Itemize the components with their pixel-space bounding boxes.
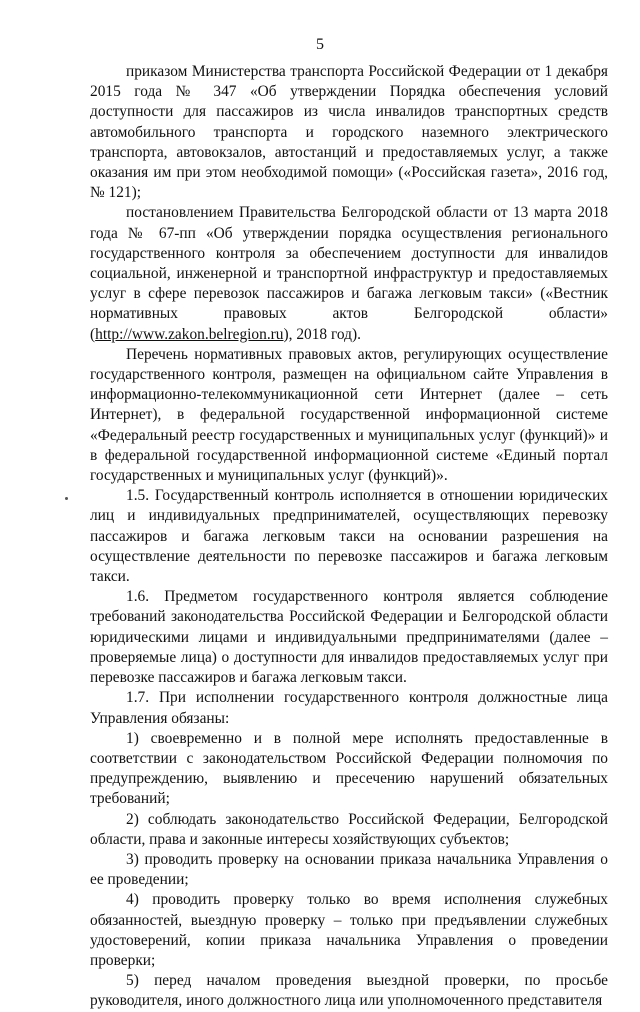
document-body bbox=[90, 62, 608, 1012]
list-item-5: 5) перед началом проведения выездной проверки, по просьбе руководителя, иного должностного лица или уполномоченного представителя bbox=[90, 972, 608, 1010]
paragraph-1-7: 1.7. При исполнении государственного контроля должностные лица Управления обязаны: bbox=[90, 689, 608, 727]
paragraph-resolution-tail: ), 2018 год). bbox=[283, 325, 361, 343]
paragraph-resolution-67pp bbox=[90, 203, 608, 344]
paragraph-acts-list: Перечень нормативных правовых актов, регулирующих осуществление государственного контроля, размещен на официальном сайте Управления в информационно-телекоммуникационной сети Интернет (далее – сеть Интернет), в федеральной государственной информационной системе «Федеральный реестр государственных и муниципальных услуг (функций)» и в федеральной государственной информационной системе «Единый портал государственных и муниципальных услуг (функций)». bbox=[90, 345, 608, 485]
list-item-1: 1) своевременно и в полной мере исполнять предоставленные в соответствии с законодательством Российской Федерации полномочия по предупреждению, выявлению и пресечению нарушений обязательных требований; bbox=[90, 729, 608, 808]
paragraph-resolution-text: постановлением Правительства Белгородской области от 13 марта 2018 года № 67-пп «Об утверждении порядка осуществления регионального государственного контроля за обеспечением доступности для инвалидов социальной, инженерной и транспортной инфраструктур и предоставляемых услуг в сфере перевозок пассажиров и багажа легковым такси» («Вестник нормативных правовых актов Белгородской области» ( bbox=[90, 204, 608, 343]
list-item-2: 2) соблюдать законодательство Российской Федерации, Белгородской области, права и законные интересы хозяйствующих субъектов; bbox=[90, 810, 608, 848]
list-item-4: 4) проводить проверку только во время исполнения служебных обязанностей, выездную проверку – только при предъявлении служебных удостоверений, копии приказа начальника Управления о проведении проверки; bbox=[90, 891, 608, 969]
list-item-3: 3) проводить проверку на основании приказа начальника Управления о ее проведении; bbox=[90, 850, 608, 889]
paragraph-1-5: 1.5. Государственный контроль исполняется в отношении юридических лиц и индивидуальных предпринимателей, осуществляющих перевозку пассажиров и багажа легковым такси на основании разрешения на осуществление деятельности по перевозке пассажиров и багажа легковым такси. bbox=[90, 487, 608, 586]
scan-margin-mark bbox=[65, 497, 68, 500]
paragraph-1-6: 1.6. Предметом государственного контроля является соблюдение требований законодательства Российской Федерации и Белгородской области юридическими лицами и индивидуальными предпринимателями (далее – проверяемые лица) о доступности для инвалидов предоставляемых услуг при перевозке пассажиров и багажа легковым такси. bbox=[90, 588, 608, 687]
page-number: 5 bbox=[316, 36, 324, 53]
paragraph-order-347: приказом Министерства транспорта Российской Федерации от 1 декабря 2015 года № 347 «Об утверждении Порядка обеспечения условий доступности для пассажиров из числа инвалидов транспортных средств автомобильного транспорта и городского наземного электрического транспорта, автовокзалов, автостанций и предоставляемых услуг, а также оказания им при этом необходимой помощи» («Российская газета», 2016 год, № 121); bbox=[90, 63, 608, 202]
zakon-belregion-link[interactable]: http://www.zakon.belregion.ru bbox=[95, 325, 284, 343]
